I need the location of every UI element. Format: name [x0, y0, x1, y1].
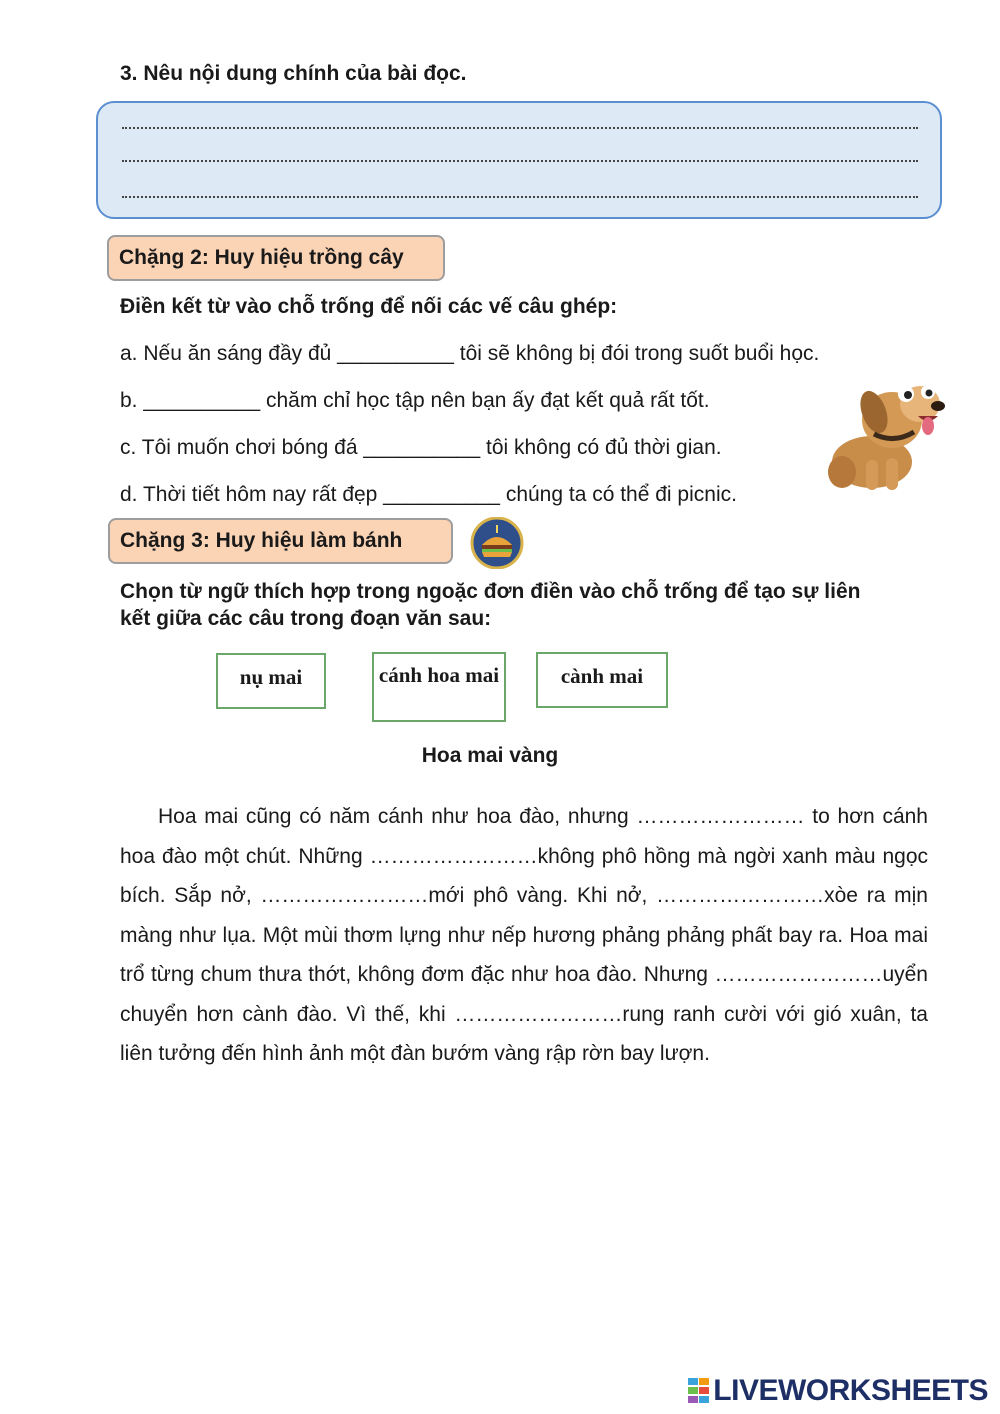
- word-option-label: cành mai: [560, 664, 644, 688]
- dog-illustration: [814, 364, 950, 492]
- word-option-nu-mai[interactable]: [216, 653, 326, 709]
- answer-line-3[interactable]: [122, 194, 918, 198]
- stage-3-badge-label: Chặng 3: Huy hiệu làm bánh: [120, 529, 403, 552]
- stage-2-instruction: Điền kết từ vào chỗ trống để nối các vế câu ghép:: [120, 295, 618, 318]
- liveworksheets-logo-text: LIVEWORKSHEETS: [713, 1374, 988, 1407]
- answer-box[interactable]: [96, 101, 942, 219]
- word-option-label: cánh hoa mai: [378, 663, 500, 687]
- stage-3-badge: [108, 518, 453, 564]
- liveworksheets-logo-icon: [688, 1378, 710, 1404]
- question-3-title: 3. Nêu nội dung chính của bài đọc.: [120, 62, 467, 85]
- exercise-item-a: a. Nếu ăn sáng đầy đủ __________ tôi sẽ không bị đói trong suốt buổi học.: [120, 342, 820, 365]
- baking-badge-icon: [468, 517, 526, 569]
- word-option-canh-mai[interactable]: [536, 652, 668, 708]
- answer-line-2[interactable]: [122, 158, 918, 162]
- passage-text: Hoa mai cũng có năm cánh như hoa đào, nhưng …………………… to hơn cánh hoa đào một chút. Những ……………………không phô hồng mà ngời xanh màu ngọc bích. Sắp nở, ……………………mới phô vàng. Khi nở, ……………………xòe ra mịn màng như lụa. Một mùi thơm lựng như nếp hương phảng phảng phất bay ra. Hoa mai trổ từng chum thưa thớt, không đơm đặc như hoa đào. Nhưng ……………………uyển chuyển hơn cành đào. Vì thế, khi ……………………rung ranh cười với gió xuân, ta liên tưởng đến hình ảnh một đàn bướm vàng rập rờn bay lượn.: [120, 805, 928, 1065]
- stage-2-badge-label: Chặng 2: Huy hiệu trồng cây: [119, 246, 404, 269]
- liveworksheets-logo: [688, 1374, 988, 1408]
- exercise-item-d: d. Thời tiết hôm nay rất đẹp __________ chúng ta có thể đi picnic.: [120, 483, 737, 506]
- word-option-label: nụ mai: [239, 665, 303, 689]
- exercise-item-c: c. Tôi muốn chơi bóng đá __________ tôi không có đủ thời gian.: [120, 436, 722, 459]
- answer-line-1[interactable]: [122, 125, 918, 129]
- word-option-canh-hoa-mai[interactable]: [372, 652, 506, 722]
- stage-3-instruction-line-1: Chọn từ ngữ thích hợp trong ngoặc đơn điền vào chỗ trống để tạo sự liên: [120, 580, 861, 603]
- exercise-item-b: b. __________ chăm chỉ học tập nên bạn ấy đạt kết quả rất tốt.: [120, 389, 710, 412]
- stage-3-instruction-line-2: kết giữa các câu trong đoạn văn sau:: [120, 607, 492, 630]
- stage-2-badge: [107, 235, 445, 281]
- passage-title: Hoa mai vàng: [421, 744, 559, 767]
